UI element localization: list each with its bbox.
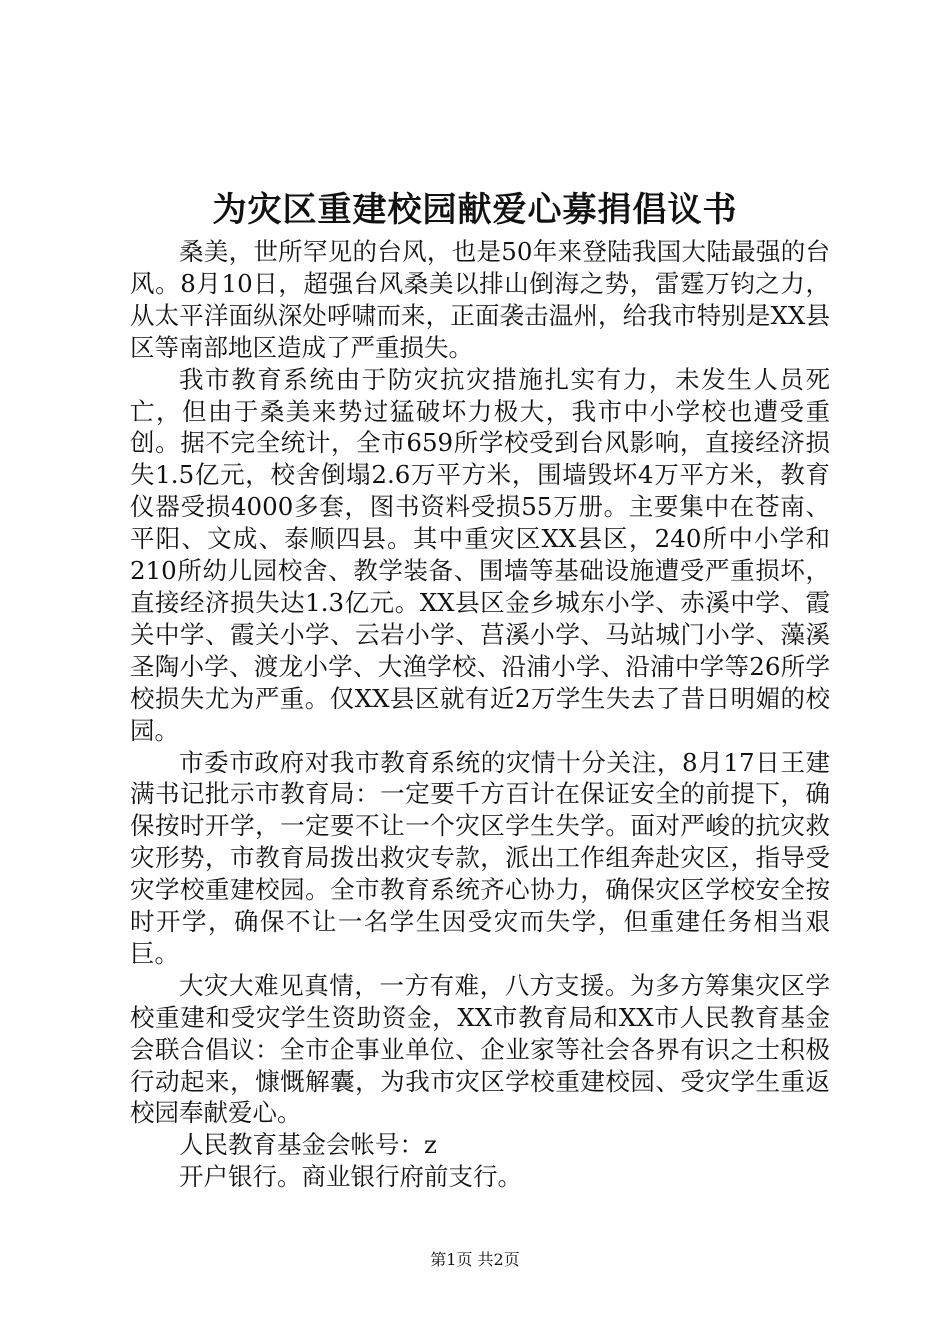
document-title: 为灾区重建校园献爱心募捐倡议书	[212, 190, 738, 230]
page-footer: 第1页 共2页	[430, 1250, 520, 1269]
account-line: 人民教育基金会帐号：z	[179, 1130, 437, 1160]
paragraph: 大灾大难见真情，一方有难，八方支援。为多方筹集灾区学校重建和受灾学生资助资金，XX市教育局和XX市人民教育基金会联合倡议：全市企事业单位、企业家等社会各界有识之士积极行动起来，慷慨解囊，为我市灾区学校重建校园、受灾学生重返校园奉献爱心。	[130, 970, 830, 1128]
document-body	[130, 236, 830, 1193]
bank-line: 开户银行。商业银行府前支行。	[179, 1162, 522, 1192]
paragraph: 市委市政府对我市教育系统的灾情十分关注，8月17日王建满书记批示市教育局：一定要千方百计在保证安全的前提下，确保按时开学，一定要不让一个灾区学生失学。面对严峻的抗灾救灾形势，市教育局拨出救灾专款，派出工作组奔赴灾区，指导受灾学校重建校园。全市教育系统齐心协力，确保灾区学校安全按时开学，确保不让一名学生因受灾而失学，但重建任务相当艰巨。	[130, 747, 830, 968]
paragraph: 桑美，世所罕见的台风，也是50年来登陆我国大陆最强的台风。8月10日，超强台风桑美以排山倒海之势，雷霆万钧之力，从太平洋面纵深处呼啸而来，正面袭击温州，给我市特别是XX县区等南部地区造成了严重损失。	[130, 237, 830, 362]
paragraph: 我市教育系统由于防灾抗灾措施扎实有力，未发生人员死亡，但由于桑美来势过猛破坏力极大，我市中小学校也遭受重创。据不完全统计，全市659所学校受到台风影响，直接经济损失1.5亿元，校舍倒塌2.6万平方米，围墙毁坏4万平方米，教育仪器受损4000多套，图书资料受损55万册。主要集中在苍南、平阳、文成、泰顺四县。其中重灾区XX县区，240所中小学和210所幼儿园校舍、教学装备、围墙等基础设施遭受严重损坏，直接经济损失达1.3亿元。XX县区金乡城东小学、赤溪中学、霞关中学、霞关小学、云岩小学、莒溪小学、马站城门小学、藻溪圣陶小学、渡龙小学、大渔学校、沿浦小学、沿浦中学等26所学校损失尤为严重。仅XX县区就有近2万学生失去了昔日明媚的校园。	[130, 364, 830, 745]
